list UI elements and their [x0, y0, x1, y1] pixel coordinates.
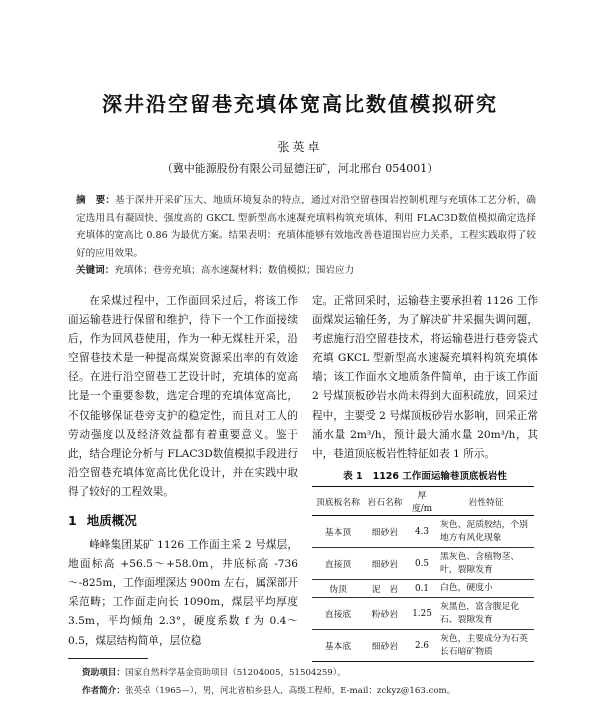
table-row	[312, 598, 534, 630]
abstract-text: 基于深井开采矿压大、地质环境复杂的特点，通过对沿空留巷围岩控制机理与充填体工艺分析，确定选用具有凝固快、强度高的 GKCL 型新型高水速凝充填料构筑充填体，利用 FLAC3D数值模拟确定选择充填体的宽高比 0.86 为最优方案。结果表明：充填体能够有效地改善巷道围岩应力关系，工程实践取得了较好的应用效果。	[76, 195, 537, 259]
author-affiliation: （冀中能源股份有限公司显德汪矿，河北邢台 054001）	[161, 162, 439, 175]
keywords-line	[76, 262, 536, 280]
table-cell: 直接顶	[312, 548, 364, 580]
table-number: 表 1	[343, 471, 363, 482]
table-cell: 1.25	[406, 598, 438, 630]
rock-properties-table	[312, 486, 534, 662]
author-bio-label: 作者简介：	[82, 686, 125, 696]
table-header-cell: 岩性特征	[438, 487, 534, 516]
table-cell: 4.3	[406, 516, 438, 548]
table-header-cell: 厚度/m	[406, 487, 438, 516]
table-row	[312, 630, 534, 662]
footnote-author-bio	[82, 684, 552, 696]
table-cell: 0.1	[406, 580, 438, 598]
funding-label: 资助项目：	[82, 668, 125, 678]
table-cell: 细砂岩	[364, 548, 406, 580]
intro-paragraph: 在采煤过程中，工作面回采过后，将该工作面运输巷进行保留和维护，待下一个工作面接续后，作为回风巷使用，作为一种无煤柱开采，沿空留巷技术是一种提高煤炭资源采出率的有效途径。在进行沿空留巷工艺设计时，充填体的宽高比是一个重要参数，选定合理的充填体宽高比，不仅能够保证巷旁支护的稳定性，而且对工人的劳动强度以及经济效益都有着重要意义。鉴于此，结合理论分析与 FLAC3D数值模拟手段进行沿空留巷充填体宽高比优化设计，并在实践中取得了较好的工程效果。	[68, 295, 298, 498]
right-column	[312, 292, 538, 464]
table-header-cell: 岩石名称	[364, 487, 406, 516]
table-header-row	[312, 487, 534, 516]
table-cell: 细砂岩	[364, 630, 406, 662]
table-cell: 粉砂岩	[364, 598, 406, 630]
author-bio-text: 张英卓（1965—），男，河北省柏乡县人，高级工程师，E-mail：zckyz@163.com。	[124, 686, 456, 696]
table-cell: 白色，硬度小	[438, 580, 534, 598]
abstract-label: 摘 要：	[76, 195, 116, 206]
author-name: 张英卓	[277, 140, 323, 154]
funding-text: 国家自然科学基金资助项目（51204005，51504259）。	[124, 668, 346, 678]
table-cell: 灰黑色，富含腹足化石、裂隙发育	[438, 598, 534, 630]
table-cell: 2.6	[406, 630, 438, 662]
table-cell: 伪顶	[312, 580, 364, 598]
table-caption	[312, 468, 538, 482]
table-cell: 0.5	[406, 548, 438, 580]
section-heading-geology	[68, 512, 298, 530]
table-caption-text: 1126 工作面运输巷顶底板岩性	[372, 471, 507, 482]
table-row	[312, 516, 534, 548]
footnote-funding	[82, 666, 552, 678]
section-number: 1	[68, 513, 77, 529]
table-cell: 细砂岩	[364, 516, 406, 548]
abstract-block	[76, 192, 536, 280]
table-cell: 直接底	[312, 598, 364, 630]
keywords-text: 充填体；巷旁充填；高水速凝材料；数值模拟；围岩应力	[114, 265, 355, 276]
table-row	[312, 548, 534, 580]
left-column	[68, 292, 298, 651]
table-cell: 基本顶	[312, 516, 364, 548]
table-cell: 泥 岩	[364, 580, 406, 598]
table-cell: 灰色，主要成分为石英长石暗矿物质	[438, 630, 534, 662]
table-cell: 基本底	[312, 630, 364, 662]
table-cell: 灰色、泥质胶结，个别地方有风化现象	[438, 516, 534, 548]
table-header-cell: 顶底板名称	[312, 487, 364, 516]
footnote-divider	[68, 658, 148, 659]
paper-title: 深井沿空留巷充填体宽高比数值模拟研究	[102, 92, 498, 116]
right-paragraph: 定。正常回采时，运输巷主要承担着 1126 工作面煤炭运输任务，为了解决矿井采掘失调问题，考虑施行沿空留巷技术，将运输巷进行巷旁袋式充填 GKCL 型新型高水速凝充填料构筑充填体墙；该工作面水文地质条件简单，由于该工作面 2 号煤顶板砂岩水尚未得到大面积疏放，回采过程中，主要受 2 号煤顶板砂岩水影响，回采正常涌水量 2m³/h，预计最大涌水量 20m³/h，其中，巷道顶底板岩性特征如表 1 所示。	[312, 295, 538, 460]
keywords-label: 关键词：	[76, 265, 115, 276]
abstract-paragraph	[76, 192, 536, 262]
table-cell: 黑灰色、含植物茎、叶，裂隙发育	[438, 548, 534, 580]
section-title: 地质概况	[86, 513, 137, 529]
geology-paragraph: 峰峰集团某矿 1126 工作面主采 2 号煤层，地面标高 +56.5～+58.0m，井底标高 -736～-825m，工作面埋深达 900m 左右，属深部开采范畴；工作面走向长 1090m，煤层平均厚度 3.5m，平均倾角 2.3°，硬度系数 f 为 0.4～0.5，煤层结构简单，层位稳	[68, 539, 298, 647]
table-row	[312, 580, 534, 598]
